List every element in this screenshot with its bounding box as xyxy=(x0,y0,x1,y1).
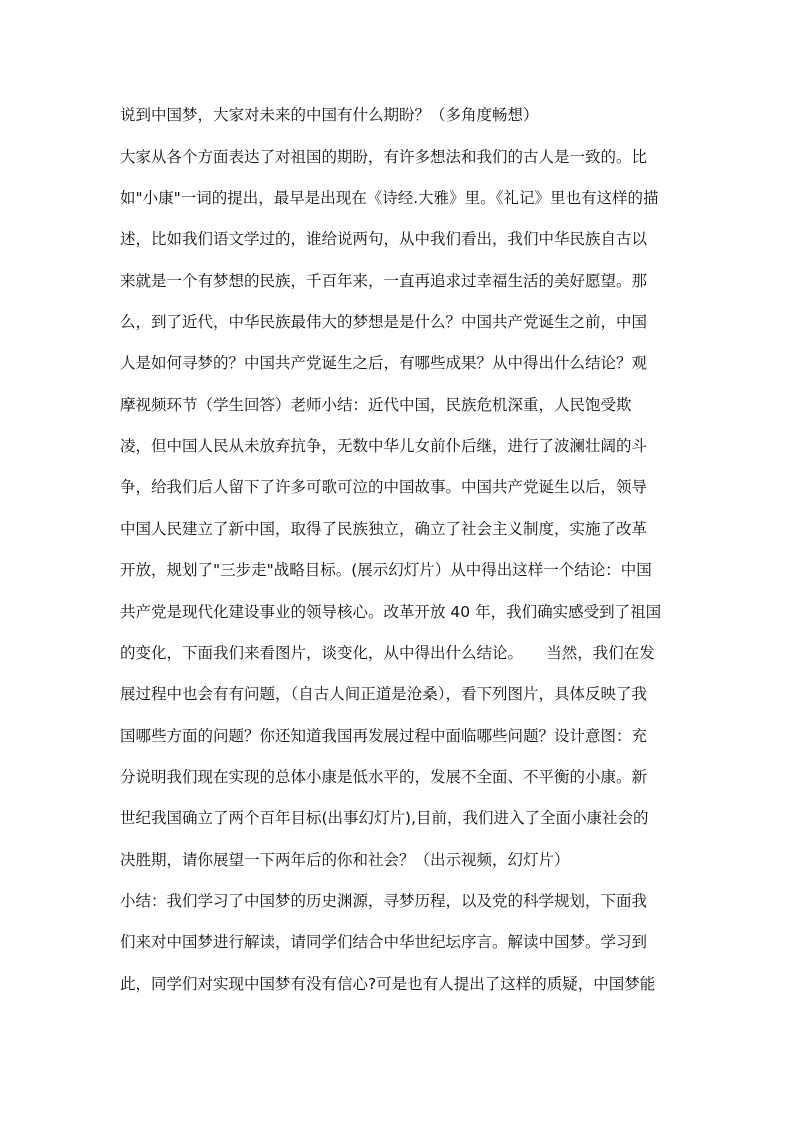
text-line: 大家从各个方面表达了对祖国的期盼，有许多想法和我们的古人是一致的。比 xyxy=(120,148,648,166)
text-line: 如"小康"一词的提出，最早是出现在《诗经.大雅》里。《礼记》里也有这样的描 xyxy=(120,189,659,207)
text-line: 摩视频环节（学生回答）老师小结：近代中国，民族危机深重，人民饱受欺 xyxy=(120,396,632,414)
text-line: 凌，但中国人民从未放弃抗争，无数中华儿女前仆后继，进行了波澜壮阔的斗 xyxy=(120,437,648,455)
text-line: 述，比如我们语文学过的，谁给说两句，从中我们看出，我们中华民族自古以 xyxy=(120,230,648,248)
text-line: 们来对中国梦进行解读，请同学们结合中华世纪坛序言。解读中国梦。学习到 xyxy=(120,933,648,951)
text-line: 国哪些方面的问题？你还知道我国再发展过程中面临哪些问题？设计意图：充 xyxy=(120,727,648,745)
text-line: 争，给我们后人留下了许多可歌可泣的中国故事。中国共产党诞生以后，领导 xyxy=(120,478,648,496)
text-line: 中国人民建立了新中国，取得了民族独立，确立了社会主义制度，实施了改革 xyxy=(120,520,648,538)
text-line: 共产党是现代化建设事业的领导核心。改革开放 40 年，我们确实感受到了祖国 xyxy=(120,603,662,621)
text-line: 决胜期，请你展望一下两年后的你和社会？（出示视频，幻灯片） xyxy=(120,851,570,869)
text-line: 展过程中也会有有问题，（自古人间正道是沧桑），看下列图片，具体反映了我 xyxy=(120,685,648,703)
text-line: 世纪我国确立了两个百年目标(出事幻灯片),目前，我们进入了全面小康社会的 xyxy=(120,809,649,827)
text-line: 开放，规划了"三步走"战略目标。(展示幻灯片）从中得出这样一个结论：中国 xyxy=(120,561,652,579)
text-line: 人是如何寻梦的？中国共产党诞生之后，有哪些成果？从中得出什么结论？观 xyxy=(120,354,648,372)
text-line: 么，到了近代，中华民族最伟大的梦想是是什么？中国共产党诞生之前，中国 xyxy=(120,313,648,331)
text-line: 的变化，下面我们来看图片，谈变化，从中得出什么结论。 当然，我们在发 xyxy=(120,644,655,662)
text-line: 来就是一个有梦想的民族，千百年来，一直再追求过幸福生活的美好愿望。那 xyxy=(120,272,648,290)
text-line: 分说明我们现在实现的总体小康是低水平的，发展不全面、不平衡的小康。新 xyxy=(120,768,648,786)
text-line: 此，同学们对实现中国梦有没有信心?可是也有人提出了这样的质疑，中国梦能 xyxy=(120,975,656,993)
text-line: 小结：我们学习了中国梦的历史渊源，寻梦历程，以及党的科学规划，下面我 xyxy=(120,892,648,910)
text-line: 说到中国梦，大家对未来的中国有什么期盼？（多角度畅想） xyxy=(120,106,539,124)
